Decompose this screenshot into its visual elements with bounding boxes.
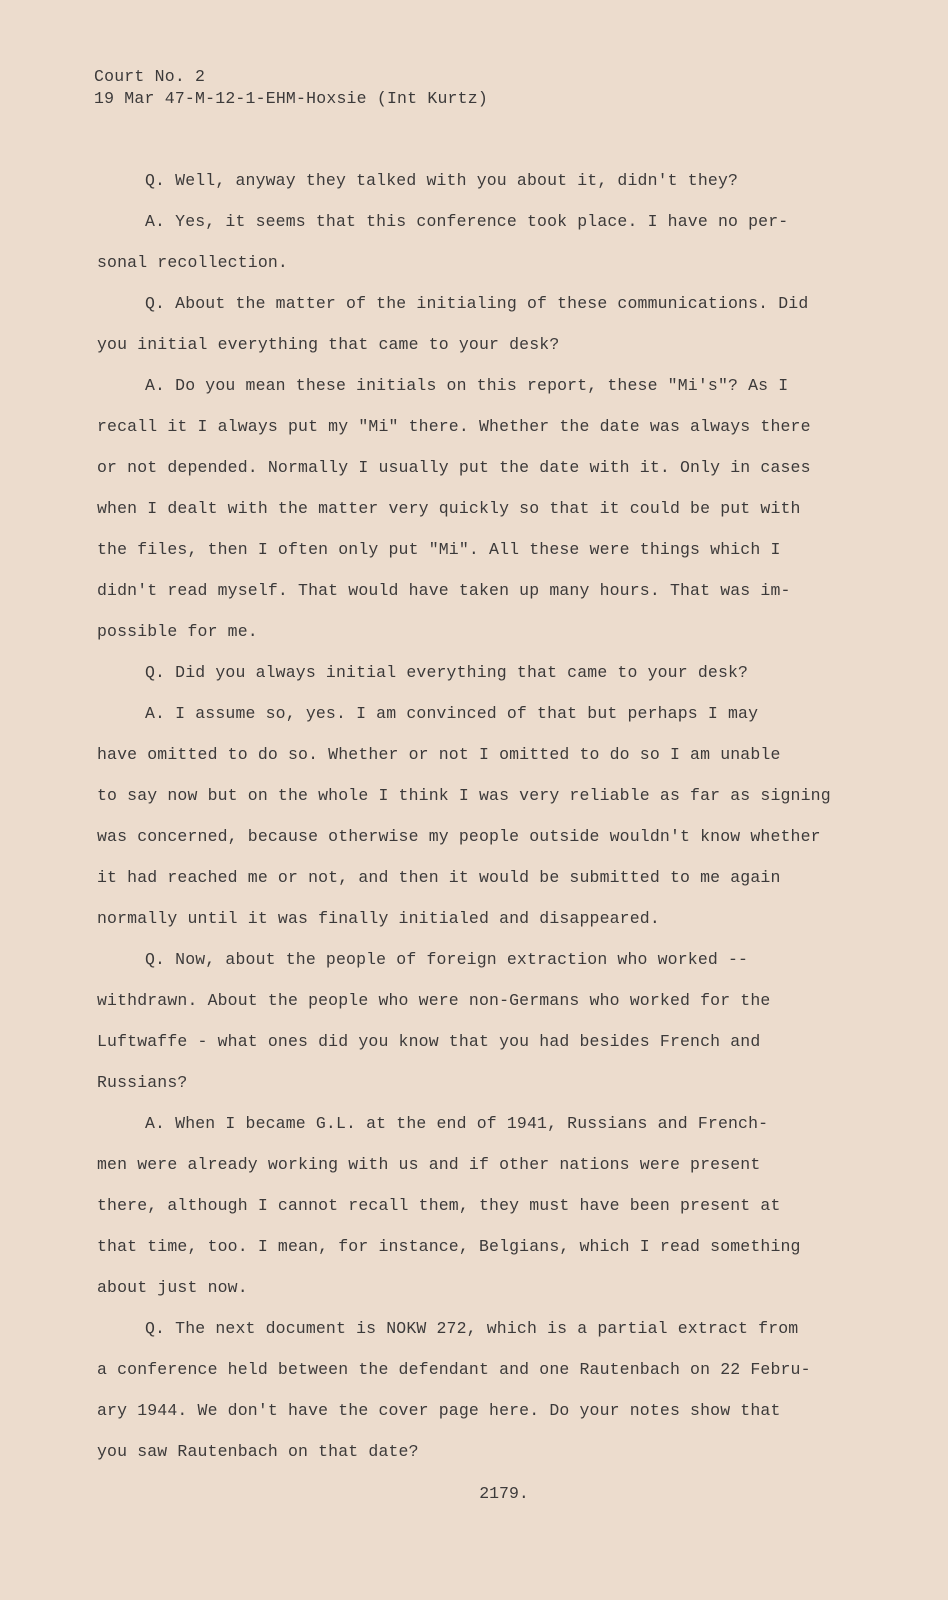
transcript-body [97, 160, 857, 1472]
text-line: Russians? [97, 1073, 188, 1092]
text-line: that time, too. I mean, for instance, Belgians, which I read something [97, 1237, 801, 1256]
text-line: Q. Well, anyway they talked with you about it, didn't they? [145, 171, 739, 190]
text-line: possible for me. [97, 622, 258, 641]
document-header [94, 66, 488, 110]
text-line: sonal recollection. [97, 253, 288, 272]
text-line: when I dealt with the matter very quickly so that it could be put with [97, 499, 801, 518]
text-line: Q. Did you always initial everything that came to your desk? [145, 663, 749, 682]
text-line: recall it I always put my "Mi" there. Whether the date was always there [97, 417, 811, 436]
text-line: Q. Now, about the people of foreign extraction who worked -- [145, 950, 749, 969]
text-line: Q. About the matter of the initialing of these communications. Did [145, 294, 809, 313]
text-line: a conference held between the defendant and one Rautenbach on 22 Febru- [97, 1360, 811, 1379]
text-line: A. I assume so, yes. I am convinced of that but perhaps I may [145, 704, 759, 723]
text-line: men were already working with us and if other nations were present [97, 1155, 761, 1174]
text-line: it had reached me or not, and then it would be submitted to me again [97, 868, 781, 887]
text-line: A. Do you mean these initials on this report, these "Mi's"? As I [145, 376, 789, 395]
text-line: the files, then I often only put "Mi". All these were things which I [97, 540, 781, 559]
page-number: 2179. [479, 1484, 529, 1503]
text-line: or not depended. Normally I usually put the date with it. Only in cases [97, 458, 811, 477]
court-number: Court No. 2 [94, 67, 206, 86]
text-line: you saw Rautenbach on that date? [97, 1442, 419, 1461]
text-line: was concerned, because otherwise my people outside wouldn't know whether [97, 827, 821, 846]
text-line: withdrawn. About the people who were non-Germans who worked for the [97, 991, 771, 1010]
text-line: Q. The next document is NOKW 272, which is a partial extract from [145, 1319, 799, 1338]
text-line: A. When I became G.L. at the end of 1941, Russians and French- [145, 1114, 769, 1133]
text-line: normally until it was finally initialed and disappeared. [97, 909, 660, 928]
text-line: to say now but on the whole I think I was very reliable as far as signing [97, 786, 831, 805]
text-line: there, although I cannot recall them, they must have been present at [97, 1196, 781, 1215]
text-line: about just now. [97, 1278, 248, 1297]
text-line: you initial everything that came to your desk? [97, 335, 560, 354]
text-line: didn't read myself. That would have taken up many hours. That was im- [97, 581, 791, 600]
text-line: ary 1944. We don't have the cover page here. Do your notes show that [97, 1401, 781, 1420]
text-line: Luftwaffe - what ones did you know that you had besides French and [97, 1032, 761, 1051]
transcript-reference: 19 Mar 47-M-12-1-EHM-Hoxsie (Int Kurtz) [94, 89, 488, 108]
text-line: A. Yes, it seems that this conference took place. I have no per- [145, 212, 789, 231]
text-line: have omitted to do so. Whether or not I omitted to do so I am unable [97, 745, 781, 764]
